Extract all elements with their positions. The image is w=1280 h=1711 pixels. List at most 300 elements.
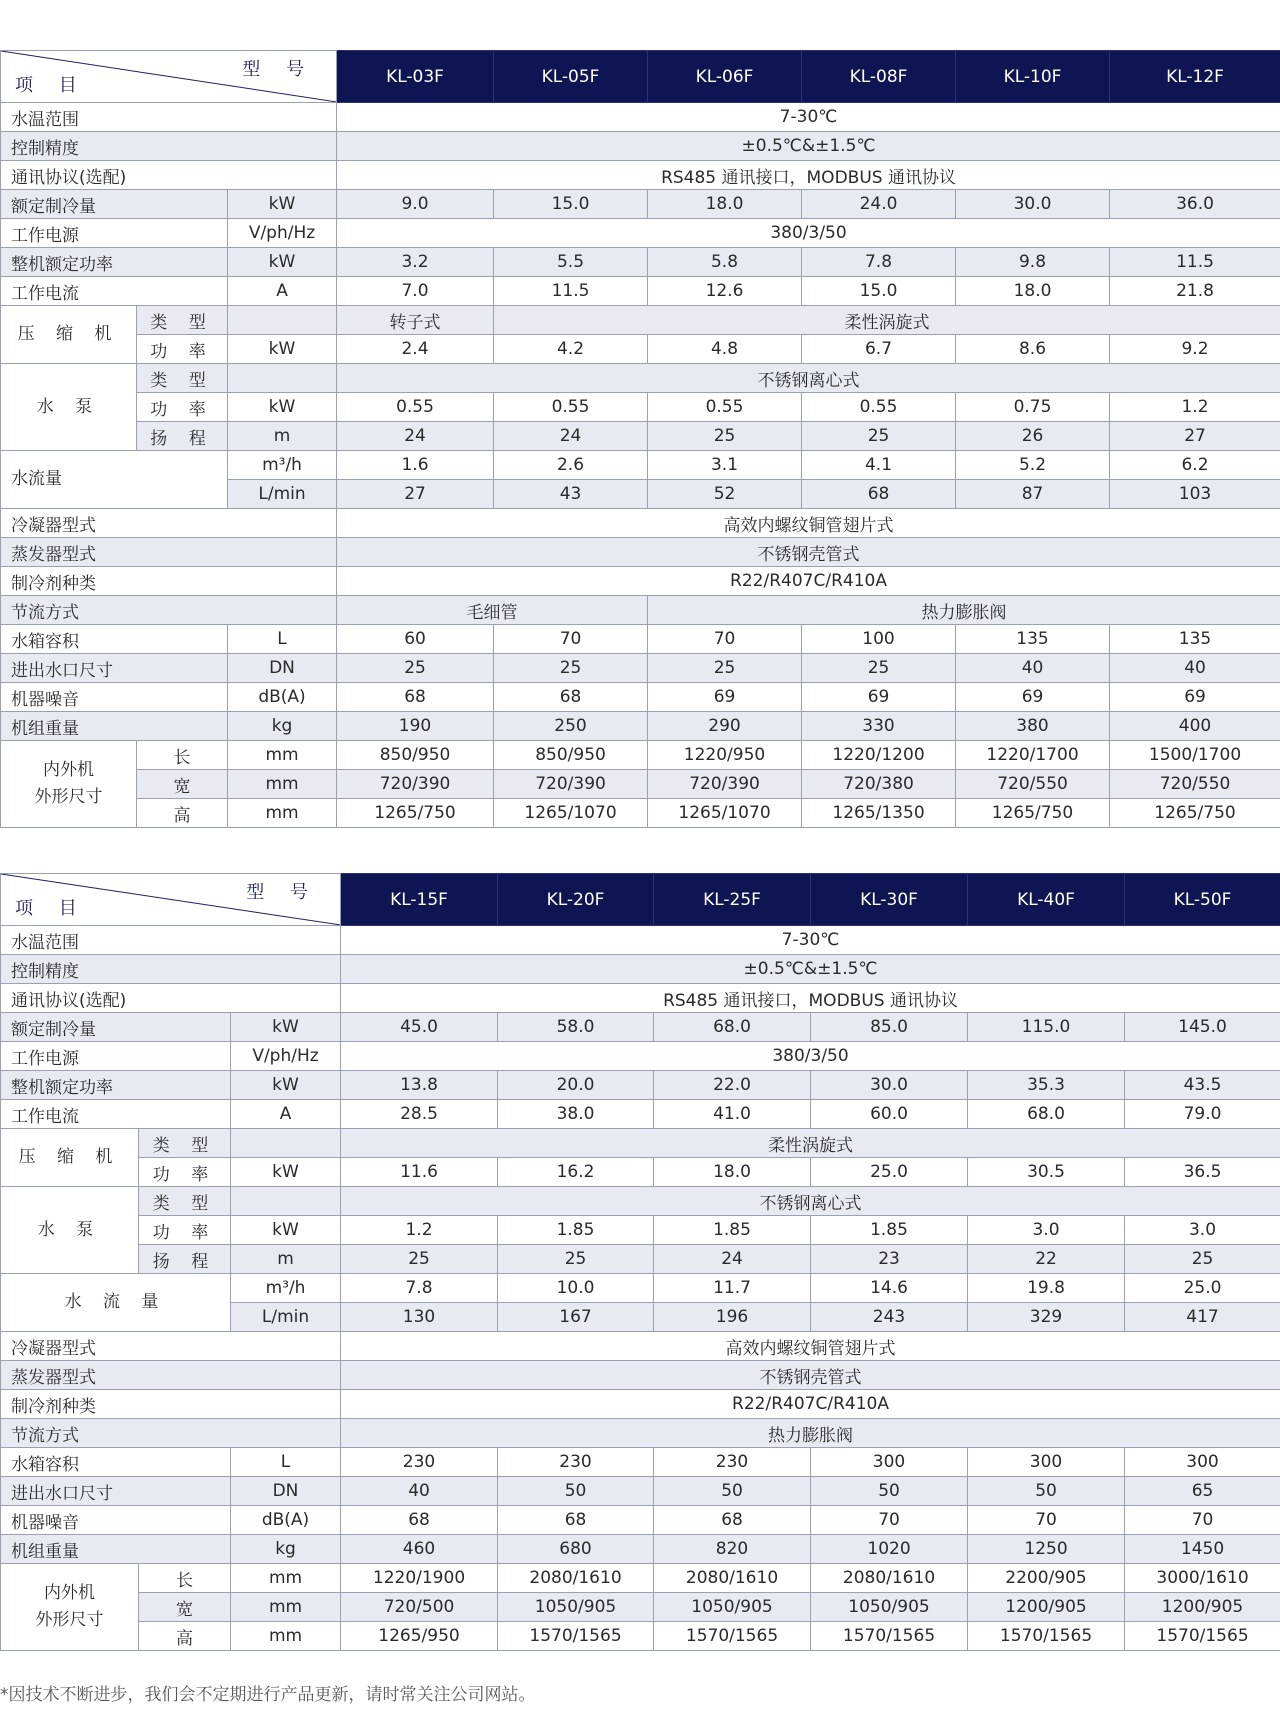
- row-water-temp: [1, 103, 1280, 132]
- row-pump-type: [1, 364, 1280, 393]
- group-label-compressor: 压 缩 机: [1, 1129, 139, 1187]
- value-cell: 7-30℃: [337, 103, 1280, 132]
- value-cell: 2.6: [494, 451, 648, 480]
- value-cell: 1050/905: [498, 1593, 654, 1622]
- value-cell: 1.2: [1110, 393, 1280, 422]
- value-cell: 不锈钢离心式: [337, 364, 1280, 393]
- unit-cell: kW: [228, 393, 337, 422]
- value-cell: 1265/750: [1110, 799, 1280, 828]
- row-label: 制冷剂种类: [1, 1390, 341, 1419]
- unit-cell: m: [228, 422, 337, 451]
- value-cell: 4.2: [494, 335, 648, 364]
- value-cell: 1050/905: [811, 1593, 968, 1622]
- value-cell: 1500/1700: [1110, 741, 1280, 770]
- value-cell: 1265/1070: [648, 799, 802, 828]
- value-cell: 0.55: [802, 393, 956, 422]
- value-cell: 680: [498, 1535, 654, 1564]
- value-cell: 25: [494, 654, 648, 683]
- group-label-pump: 水 泵: [1, 364, 137, 451]
- row-rated-power: [1, 1071, 1280, 1100]
- value-cell: 0.55: [337, 393, 494, 422]
- row-label: 进出水口尺寸: [1, 1477, 231, 1506]
- row-label: 水箱容积: [1, 625, 228, 654]
- value-cell: 290: [648, 712, 802, 741]
- value-cell: 250: [494, 712, 648, 741]
- value-cell: 1050/905: [654, 1593, 811, 1622]
- value-cell: 热力膨胀阀: [648, 596, 1280, 625]
- unit-cell: L: [231, 1448, 341, 1477]
- group-label-dimensions: 内外机 外形尺寸: [1, 1564, 139, 1651]
- row-noise: [1, 1506, 1280, 1535]
- value-cell: 12.6: [648, 277, 802, 306]
- row-pipe: [1, 654, 1280, 683]
- unit-cell: mm: [228, 741, 337, 770]
- row-width: [1, 1593, 1280, 1622]
- value-cell: 3.2: [337, 248, 494, 277]
- value-cell: 11.5: [494, 277, 648, 306]
- sub-label: 功 率: [137, 393, 228, 422]
- row-label: 机器噪音: [1, 683, 228, 712]
- value-cell: 1.85: [811, 1216, 968, 1245]
- unit-cell: [228, 306, 337, 335]
- row-label: 机组重量: [1, 1535, 231, 1564]
- value-cell: 40: [956, 654, 1110, 683]
- value-cell: 68: [498, 1506, 654, 1535]
- value-cell: 850/950: [494, 741, 648, 770]
- value-cell: 不锈钢离心式: [341, 1187, 1280, 1216]
- value-cell: 243: [811, 1303, 968, 1332]
- value-cell: 38.0: [498, 1100, 654, 1129]
- row-throttle: [1, 1419, 1280, 1448]
- row-rated-power: [1, 248, 1280, 277]
- value-cell: 1265/750: [956, 799, 1110, 828]
- row-condenser: [1, 1332, 1280, 1361]
- value-cell: 100: [802, 625, 956, 654]
- value-cell: 41.0: [654, 1100, 811, 1129]
- value-cell: 68: [494, 683, 648, 712]
- value-cell: 1265/950: [341, 1622, 498, 1651]
- model-label: 型 号: [246, 882, 319, 903]
- value-cell: 14.6: [811, 1274, 968, 1303]
- value-cell: R22/R407C/R410A: [341, 1390, 1280, 1419]
- value-cell: 26: [956, 422, 1110, 451]
- unit-cell: L/min: [231, 1303, 341, 1332]
- value-cell: 21.8: [1110, 277, 1280, 306]
- value-cell: 22.0: [654, 1071, 811, 1100]
- unit-cell: kg: [228, 712, 337, 741]
- row-label: 节流方式: [1, 1419, 341, 1448]
- value-cell: 417: [1125, 1303, 1280, 1332]
- value-cell: 1570/1565: [1125, 1622, 1280, 1651]
- spec-table-2: [0, 873, 1280, 1651]
- model-header: KL-03F: [337, 51, 494, 103]
- value-cell: 3.0: [1125, 1216, 1280, 1245]
- row-label: 控制精度: [1, 955, 341, 984]
- value-cell: 7.0: [337, 277, 494, 306]
- unit-cell: DN: [228, 654, 337, 683]
- value-cell: 196: [654, 1303, 811, 1332]
- value-cell: 25.0: [1125, 1274, 1280, 1303]
- row-label: 控制精度: [1, 132, 337, 161]
- row-label: 工作电流: [1, 1100, 231, 1129]
- row-width: [1, 770, 1280, 799]
- value-cell: 1570/1565: [654, 1622, 811, 1651]
- value-cell: 柔性涡旋式: [341, 1129, 1280, 1158]
- value-cell: 720/390: [648, 770, 802, 799]
- value-cell: 6.2: [1110, 451, 1280, 480]
- value-cell: 27: [1110, 422, 1280, 451]
- row-noise: [1, 683, 1280, 712]
- value-cell: 1220/1700: [956, 741, 1110, 770]
- model-header: KL-05F: [494, 51, 648, 103]
- sub-label: 扬 程: [137, 422, 228, 451]
- value-cell: 30.0: [956, 190, 1110, 219]
- value-cell: 2.4: [337, 335, 494, 364]
- value-cell: 不锈钢壳管式: [341, 1361, 1280, 1390]
- unit-cell: kW: [228, 248, 337, 277]
- value-cell: 65: [1125, 1477, 1280, 1506]
- row-label: 机器噪音: [1, 1506, 231, 1535]
- value-cell: 60.0: [811, 1100, 968, 1129]
- model-header: KL-12F: [1110, 51, 1280, 103]
- value-cell: 1450: [1125, 1535, 1280, 1564]
- value-cell: 69: [648, 683, 802, 712]
- value-cell: 70: [968, 1506, 1125, 1535]
- value-cell: 50: [968, 1477, 1125, 1506]
- row-refrigerant: [1, 567, 1280, 596]
- row-label: 机组重量: [1, 712, 228, 741]
- value-cell: 1200/905: [1125, 1593, 1280, 1622]
- value-cell: 300: [811, 1448, 968, 1477]
- unit-cell: kg: [231, 1535, 341, 1564]
- value-cell: 20.0: [498, 1071, 654, 1100]
- value-cell: 3.1: [648, 451, 802, 480]
- value-cell: ±0.5℃&±1.5℃: [341, 955, 1280, 984]
- unit-cell: kW: [228, 190, 337, 219]
- value-cell: 2080/1610: [654, 1564, 811, 1593]
- value-cell: 68: [802, 480, 956, 509]
- value-cell: 2080/1610: [811, 1564, 968, 1593]
- row-water-temp: [1, 926, 1280, 955]
- value-cell: 52: [648, 480, 802, 509]
- group-label-dimensions: 内外机 外形尺寸: [1, 741, 137, 828]
- value-cell: 69: [956, 683, 1110, 712]
- unit-cell: m: [231, 1245, 341, 1274]
- value-cell: 115.0: [968, 1013, 1125, 1042]
- row-precision: [1, 132, 1280, 161]
- value-cell: 13.8: [341, 1071, 498, 1100]
- unit-cell: DN: [231, 1477, 341, 1506]
- row-pump-power: [1, 1216, 1280, 1245]
- row-label: 节流方式: [1, 596, 337, 625]
- value-cell: 70: [811, 1506, 968, 1535]
- unit-cell: kW: [231, 1013, 341, 1042]
- row-pump-head: [1, 1245, 1280, 1274]
- value-cell: 40: [341, 1477, 498, 1506]
- value-cell: 3000/1610: [1125, 1564, 1280, 1593]
- value-cell: 9.2: [1110, 335, 1280, 364]
- row-weight: [1, 712, 1280, 741]
- value-cell: 9.8: [956, 248, 1110, 277]
- value-cell: RS485 通讯接口，MODBUS 通讯协议: [337, 161, 1280, 190]
- model-header: KL-06F: [648, 51, 802, 103]
- row-cooling: [1, 190, 1280, 219]
- value-cell: 50: [498, 1477, 654, 1506]
- value-cell: 70: [648, 625, 802, 654]
- value-cell: 4.8: [648, 335, 802, 364]
- value-cell: 230: [498, 1448, 654, 1477]
- sub-label: 类 型: [137, 364, 228, 393]
- value-cell: 24: [654, 1245, 811, 1274]
- value-cell: 36.0: [1110, 190, 1280, 219]
- unit-cell: mm: [231, 1622, 341, 1651]
- value-cell: 1220/1900: [341, 1564, 498, 1593]
- value-cell: 6.7: [802, 335, 956, 364]
- row-label: 制冷剂种类: [1, 567, 337, 596]
- row-label: 冷凝器型式: [1, 509, 337, 538]
- value-cell: 高效内螺纹铜管翅片式: [337, 509, 1280, 538]
- value-cell: 145.0: [1125, 1013, 1280, 1042]
- unit-cell: L: [228, 625, 337, 654]
- value-cell: 25: [341, 1245, 498, 1274]
- value-cell: 68: [341, 1506, 498, 1535]
- unit-cell: V/ph/Hz: [231, 1042, 341, 1071]
- model-header: KL-10F: [956, 51, 1110, 103]
- group-label-pump: 水 泵: [1, 1187, 139, 1274]
- row-comp-type: [1, 1129, 1280, 1158]
- unit-cell: dB(A): [228, 683, 337, 712]
- value-cell: 69: [1110, 683, 1280, 712]
- row-flow-m3h: [1, 1274, 1280, 1303]
- unit-cell: V/ph/Hz: [228, 219, 337, 248]
- unit-cell: dB(A): [231, 1506, 341, 1535]
- model-header: KL-15F: [341, 874, 498, 926]
- value-cell: 400: [1110, 712, 1280, 741]
- row-label: 水温范围: [1, 926, 341, 955]
- value-cell: 3.0: [968, 1216, 1125, 1245]
- model-header: KL-50F: [1125, 874, 1280, 926]
- value-cell: 11.6: [341, 1158, 498, 1187]
- value-cell: 720/500: [341, 1593, 498, 1622]
- value-cell: 1.6: [337, 451, 494, 480]
- value-cell: 热力膨胀阀: [341, 1419, 1280, 1448]
- value-cell: 23: [811, 1245, 968, 1274]
- unit-cell: mm: [228, 770, 337, 799]
- value-cell: 30.5: [968, 1158, 1125, 1187]
- model-header: KL-08F: [802, 51, 956, 103]
- value-cell: 转子式: [337, 306, 494, 335]
- row-length: [1, 741, 1280, 770]
- value-cell: 230: [654, 1448, 811, 1477]
- row-label: 蒸发器型式: [1, 1361, 341, 1390]
- value-cell: 43: [494, 480, 648, 509]
- value-cell: 24.0: [802, 190, 956, 219]
- group-label-flow: 水流量: [1, 451, 228, 509]
- value-cell: 720/390: [494, 770, 648, 799]
- sub-label: 类 型: [139, 1129, 231, 1158]
- row-power-supply: [1, 219, 1280, 248]
- row-evaporator: [1, 1361, 1280, 1390]
- row-height: [1, 1622, 1280, 1651]
- value-cell: 11.7: [654, 1274, 811, 1303]
- unit-cell: kW: [228, 335, 337, 364]
- value-cell: 7.8: [802, 248, 956, 277]
- row-current: [1, 277, 1280, 306]
- value-cell: 380/3/50: [337, 219, 1280, 248]
- row-label: 水温范围: [1, 103, 337, 132]
- value-cell: 720/550: [1110, 770, 1280, 799]
- value-cell: 16.2: [498, 1158, 654, 1187]
- value-cell: 24: [494, 422, 648, 451]
- row-pump-head: [1, 422, 1280, 451]
- value-cell: 720/550: [956, 770, 1110, 799]
- value-cell: 1570/1565: [498, 1622, 654, 1651]
- value-cell: 380: [956, 712, 1110, 741]
- unit-cell: [228, 364, 337, 393]
- unit-cell: A: [228, 277, 337, 306]
- row-current: [1, 1100, 1280, 1129]
- value-cell: 50: [654, 1477, 811, 1506]
- value-cell: 68.0: [968, 1100, 1125, 1129]
- value-cell: 25.0: [811, 1158, 968, 1187]
- value-cell: R22/R407C/R410A: [337, 567, 1280, 596]
- value-cell: 0.75: [956, 393, 1110, 422]
- row-label: 额定制冷量: [1, 1013, 231, 1042]
- sub-label: 长: [139, 1564, 231, 1593]
- row-comp-power: [1, 1158, 1280, 1187]
- value-cell: 36.5: [1125, 1158, 1280, 1187]
- sub-label: 功 率: [139, 1158, 231, 1187]
- sub-label: 高: [139, 1622, 231, 1651]
- value-cell: 820: [654, 1535, 811, 1564]
- value-cell: 58.0: [498, 1013, 654, 1042]
- row-flow-m3h: [1, 451, 1280, 480]
- value-cell: 1200/905: [968, 1593, 1125, 1622]
- value-cell: 7-30℃: [341, 926, 1280, 955]
- value-cell: 230: [341, 1448, 498, 1477]
- value-cell: 70: [1125, 1506, 1280, 1535]
- row-label: 额定制冷量: [1, 190, 228, 219]
- unit-cell: [231, 1129, 341, 1158]
- value-cell: 720/390: [337, 770, 494, 799]
- value-cell: 25: [648, 654, 802, 683]
- value-cell: 300: [1125, 1448, 1280, 1477]
- value-cell: 2200/905: [968, 1564, 1125, 1593]
- value-cell: 69: [802, 683, 956, 712]
- row-tank: [1, 625, 1280, 654]
- header-corner-cell: [1, 874, 341, 926]
- value-cell: 50: [811, 1477, 968, 1506]
- row-label: 工作电源: [1, 219, 228, 248]
- value-cell: 103: [1110, 480, 1280, 509]
- value-cell: 380/3/50: [341, 1042, 1280, 1071]
- row-label: 工作电流: [1, 277, 228, 306]
- unit-cell: mm: [228, 799, 337, 828]
- value-cell: 5.5: [494, 248, 648, 277]
- value-cell: 35.3: [968, 1071, 1125, 1100]
- model-header: KL-25F: [654, 874, 811, 926]
- value-cell: 不锈钢壳管式: [337, 538, 1280, 567]
- row-label: 冷凝器型式: [1, 1332, 341, 1361]
- value-cell: 79.0: [1125, 1100, 1280, 1129]
- value-cell: 25: [337, 654, 494, 683]
- unit-cell: m³/h: [231, 1274, 341, 1303]
- value-cell: 柔性涡旋式: [494, 306, 1280, 335]
- value-cell: 25: [1125, 1245, 1280, 1274]
- row-refrigerant: [1, 1390, 1280, 1419]
- value-cell: 330: [802, 712, 956, 741]
- footnote: *因技术不断进步，我们会不定期进行产品更新，请时常关注公司网站。: [0, 1685, 536, 1705]
- row-length: [1, 1564, 1280, 1593]
- value-cell: 9.0: [337, 190, 494, 219]
- value-cell: 25: [802, 422, 956, 451]
- value-cell: 68.0: [654, 1013, 811, 1042]
- value-cell: 18.0: [956, 277, 1110, 306]
- model-header: KL-30F: [811, 874, 968, 926]
- unit-cell: [231, 1187, 341, 1216]
- value-cell: 0.55: [494, 393, 648, 422]
- model-label: 型 号: [242, 59, 315, 80]
- value-cell: 27: [337, 480, 494, 509]
- value-cell: 1.85: [498, 1216, 654, 1245]
- value-cell: 43.5: [1125, 1071, 1280, 1100]
- value-cell: 68: [337, 683, 494, 712]
- value-cell: 5.8: [648, 248, 802, 277]
- item-label: 项 目: [15, 898, 87, 919]
- row-pump-type: [1, 1187, 1280, 1216]
- value-cell: 15.0: [494, 190, 648, 219]
- item-label: 项 目: [15, 75, 87, 96]
- value-cell: 167: [498, 1303, 654, 1332]
- unit-cell: kW: [231, 1071, 341, 1100]
- row-comp-power: [1, 335, 1280, 364]
- value-cell: 45.0: [341, 1013, 498, 1042]
- value-cell: 7.8: [341, 1274, 498, 1303]
- row-label: 蒸发器型式: [1, 538, 337, 567]
- value-cell: 1.2: [341, 1216, 498, 1245]
- row-pump-power: [1, 393, 1280, 422]
- row-height: [1, 799, 1280, 828]
- sub-label: 功 率: [137, 335, 228, 364]
- row-cooling: [1, 1013, 1280, 1042]
- value-cell: 4.1: [802, 451, 956, 480]
- sub-label: 类 型: [137, 306, 228, 335]
- value-cell: 1220/1200: [802, 741, 956, 770]
- value-cell: 25: [498, 1245, 654, 1274]
- row-throttle: [1, 596, 1280, 625]
- value-cell: 87: [956, 480, 1110, 509]
- value-cell: 1.85: [654, 1216, 811, 1245]
- unit-cell: A: [231, 1100, 341, 1129]
- value-cell: 135: [956, 625, 1110, 654]
- unit-cell: kW: [231, 1216, 341, 1245]
- header-corner-cell: [1, 51, 337, 103]
- row-label: 水箱容积: [1, 1448, 231, 1477]
- value-cell: RS485 通讯接口，MODBUS 通讯协议: [341, 984, 1280, 1013]
- row-comp-type: [1, 306, 1280, 335]
- value-cell: 2080/1610: [498, 1564, 654, 1593]
- value-cell: 329: [968, 1303, 1125, 1332]
- unit-cell: kW: [231, 1158, 341, 1187]
- value-cell: 11.5: [1110, 248, 1280, 277]
- row-label: 整机额定功率: [1, 1071, 231, 1100]
- row-label: 整机额定功率: [1, 248, 228, 277]
- sub-label: 扬 程: [139, 1245, 231, 1274]
- value-cell: 460: [341, 1535, 498, 1564]
- value-cell: 18.0: [654, 1158, 811, 1187]
- unit-cell: mm: [231, 1593, 341, 1622]
- row-protocol: [1, 984, 1280, 1013]
